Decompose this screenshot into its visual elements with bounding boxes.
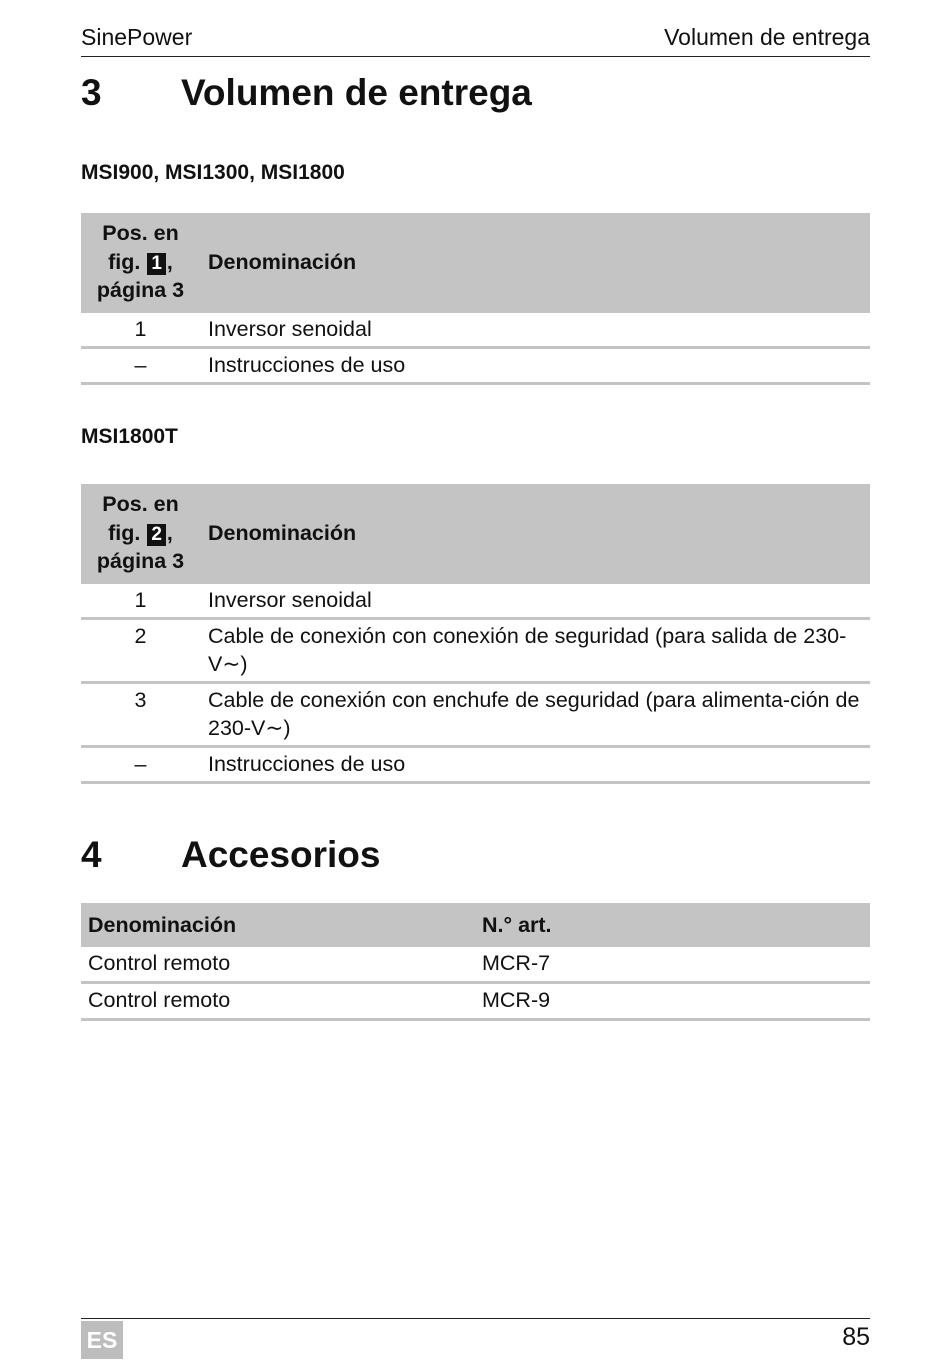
pos-header-line: Pos. en [102, 221, 179, 245]
table-row [81, 347, 870, 383]
name-cell: Control remoto [88, 951, 231, 975]
name-column-header: Denominación [200, 213, 870, 313]
table-header-row [81, 484, 870, 584]
table-row [81, 947, 870, 983]
page-number: 85 [842, 1323, 870, 1351]
table-header-row [81, 213, 870, 313]
name-cell: Instrucciones de uso [208, 352, 406, 377]
article-number-cell: MCR-7 [482, 951, 551, 975]
section-title: Volumen de entrega [181, 72, 532, 113]
model-group-title: MSI900, MSI1300, MSI1800 [81, 161, 345, 184]
pos-header-comma: , [166, 249, 173, 274]
model-group-title: MSI1800T [81, 425, 178, 448]
footer-divider [81, 1318, 870, 1319]
pos-cell: 1 [134, 587, 147, 612]
table-row [81, 313, 870, 348]
article-number-cell: MCR-9 [482, 988, 551, 1012]
name-cell: Cable de conexión con enchufe de seguridad (para alimenta-ción de 230-V∼) [208, 687, 860, 740]
pos-cell: 2 [134, 623, 147, 648]
accessories-table [81, 903, 870, 1021]
pos-cell: – [134, 352, 147, 377]
table-row [81, 682, 870, 746]
figure-number-badge: 2 [147, 524, 166, 546]
pos-header-line: Pos. en [102, 492, 179, 516]
language-badge: ES [81, 1321, 123, 1359]
name-column-header: Denominación [81, 903, 475, 947]
name-column-header: Denominación [200, 484, 870, 584]
name-cell: Control remoto [88, 988, 231, 1012]
pos-cell: 1 [134, 316, 147, 341]
pos-header-fig-label: fig. [108, 520, 141, 545]
pos-header-fig-label: fig. [108, 249, 141, 274]
pos-cell: 3 [134, 687, 147, 712]
header-product-name: SinePower [81, 24, 193, 50]
pos-header-line: página 3 [96, 549, 185, 573]
header-section-name: Volumen de entrega [664, 24, 870, 50]
table-row [81, 584, 870, 619]
name-cell: Cable de conexión con conexión de seguridad (para salida de 230-V∼) [208, 623, 847, 676]
section-number: 3 [81, 72, 102, 113]
table-row [81, 746, 870, 782]
name-cell: Inversor senoidal [208, 316, 372, 341]
figure-number-badge: 1 [147, 253, 166, 275]
name-cell: Inversor senoidal [208, 587, 372, 612]
section-number: 4 [81, 834, 102, 875]
section-title: Accesorios [181, 834, 381, 875]
pos-header-line [81, 519, 200, 548]
pos-column-header [81, 213, 200, 313]
pos-cell: – [134, 751, 147, 776]
pos-header-line: página 3 [96, 278, 185, 302]
table-row [81, 983, 870, 1020]
delivery-table-2 [81, 484, 870, 784]
table-header-row [81, 903, 870, 947]
pos-column-header [81, 484, 200, 584]
pos-header-line [81, 248, 200, 277]
name-cell: Instrucciones de uso [208, 751, 406, 776]
pos-header-comma: , [166, 520, 173, 545]
running-header [81, 24, 870, 57]
table-row [81, 618, 870, 682]
delivery-table-1 [81, 213, 870, 385]
article-number-column-header: N.° art. [475, 903, 870, 947]
